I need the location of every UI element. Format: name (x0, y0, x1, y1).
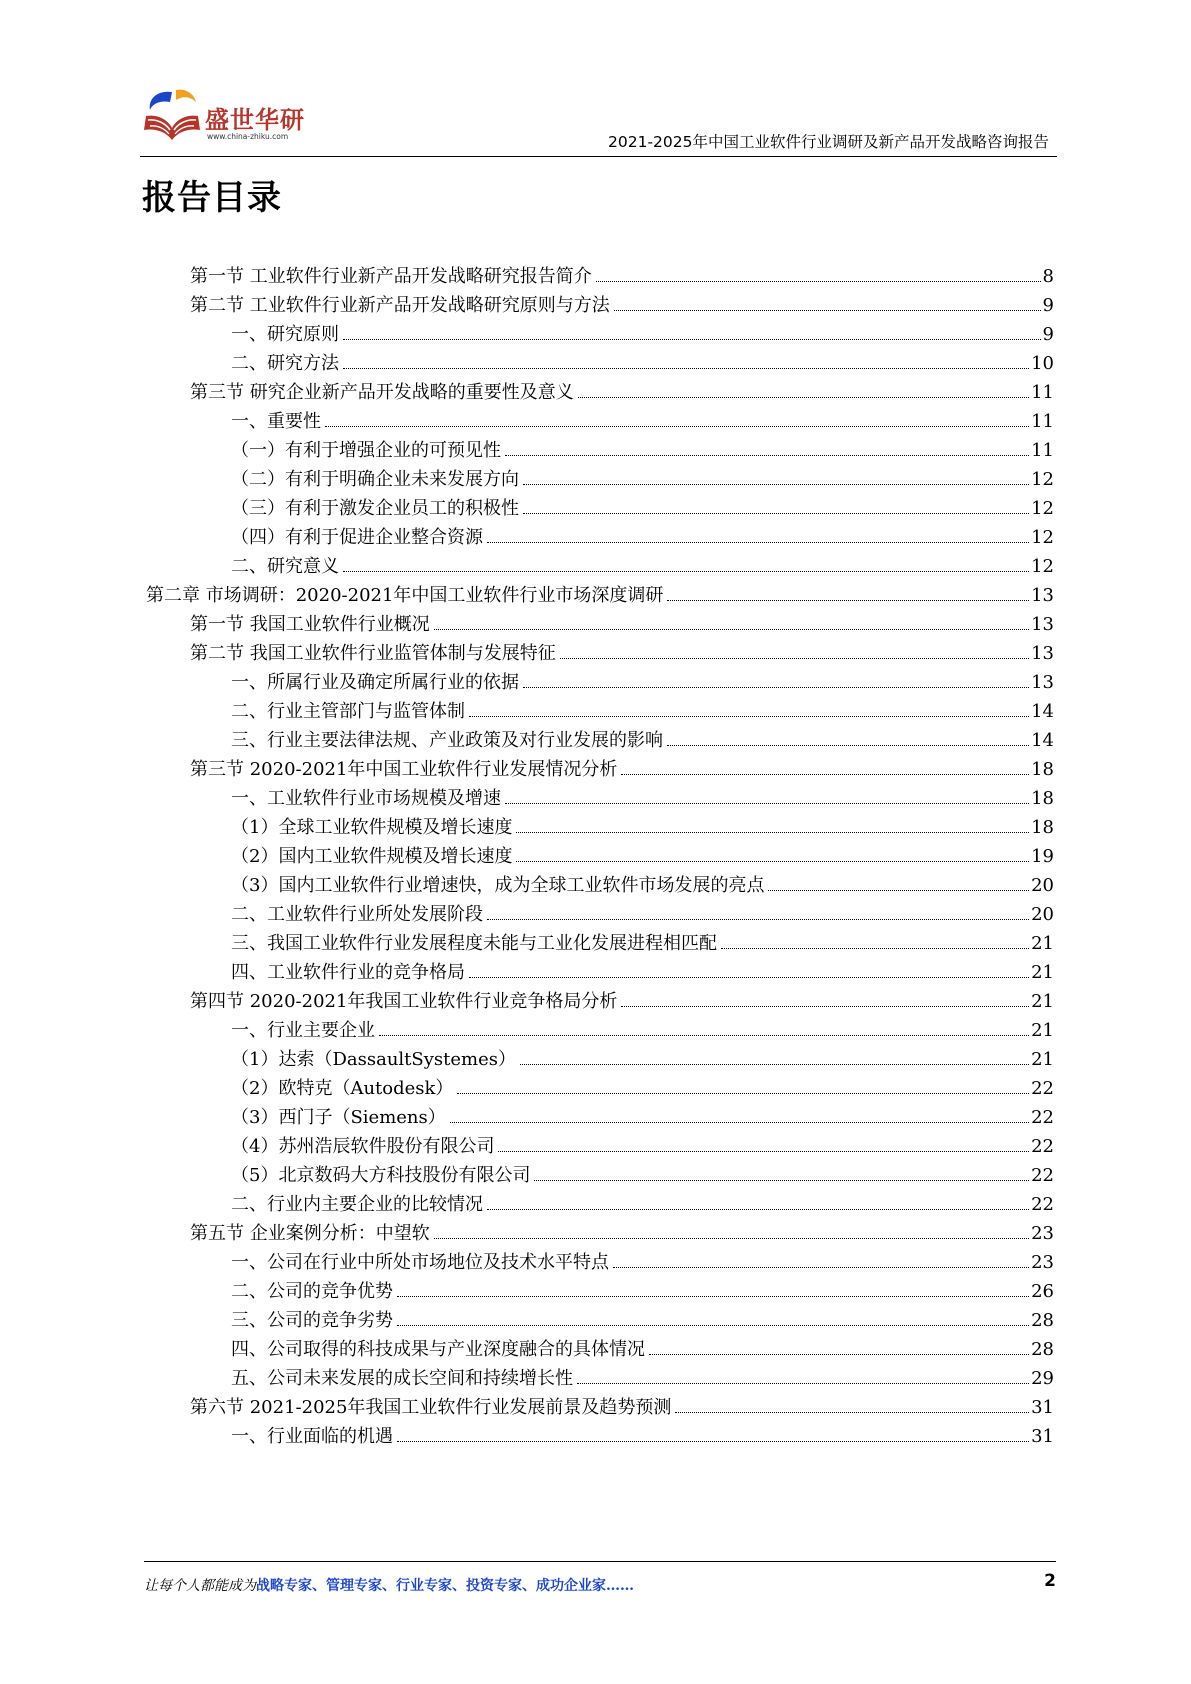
toc-entry[interactable]: 二、行业内主要企业的比较情况 22 (231, 1194, 1054, 1215)
toc-entry[interactable]: 第二节 我国工业软件行业监管体制与发展特征 13 (190, 643, 1054, 664)
toc-entry[interactable]: 二、工业软件行业所处发展阶段 20 (231, 904, 1054, 925)
page-title: 报告目录 (142, 178, 282, 218)
toc-entry[interactable]: 四、公司取得的科技成果与产业深度融合的具体情况 28 (231, 1339, 1054, 1360)
toc-entry[interactable]: 一、重要性 11 (231, 411, 1054, 432)
toc-entry[interactable]: 四、工业软件行业的竞争格局 21 (231, 962, 1054, 983)
logo-name: 盛世华研 (205, 106, 305, 134)
toc-entry[interactable]: 二、研究意义 12 (231, 556, 1054, 577)
toc-entry[interactable]: （3）西门子（Siemens） 22 (231, 1107, 1054, 1128)
toc-entry[interactable]: 一、行业主要企业 21 (231, 1020, 1054, 1041)
toc-entry[interactable]: 第四节 2020-2021年我国工业软件行业竞争格局分析 21 (190, 991, 1054, 1012)
toc-entry[interactable]: 一、所属行业及确定所属行业的依据 13 (231, 672, 1054, 693)
header-divider (140, 156, 1057, 157)
toc-entry[interactable]: 第二节 工业软件行业新产品开发战略研究原则与方法 9 (190, 295, 1054, 316)
toc-entry[interactable]: 三、公司的竞争劣势 28 (231, 1310, 1054, 1331)
company-logo (140, 80, 330, 152)
toc-entry[interactable]: 三、我国工业软件行业发展程度未能与工业化发展进程相匹配 21 (231, 933, 1054, 954)
toc-entry[interactable]: 二、行业主管部门与监管体制 14 (231, 701, 1054, 722)
toc-entry[interactable]: （3）国内工业软件行业增速快，成为全球工业软件市场发展的亮点 20 (231, 875, 1054, 896)
toc-entry[interactable]: 第二章 市场调研：2020-2021年中国工业软件行业市场深度调研 13 (146, 585, 1054, 606)
report-title: 2021-2025年中国工业软件行业调研及新产品开发战略咨询报告 (608, 133, 1049, 151)
toc-entry[interactable]: 第三节 2020-2021年中国工业软件行业发展情况分析 18 (190, 759, 1054, 780)
toc-entry[interactable]: （四）有利于促进企业整合资源 12 (231, 527, 1054, 548)
footer-divider (144, 1561, 1056, 1562)
toc-entry[interactable]: 二、研究方法 10 (231, 353, 1054, 374)
toc-entry[interactable]: （2）国内工业软件规模及增长速度 19 (231, 846, 1054, 867)
logo-url: www.china-zhiku.com (207, 132, 289, 141)
toc-entry[interactable]: （4）苏州浩辰软件股份有限公司 22 (231, 1136, 1054, 1157)
toc-entry[interactable]: （2）欧特克（Autodesk） 22 (231, 1078, 1054, 1099)
toc-entry[interactable]: 一、研究原则 9 (231, 324, 1054, 345)
toc-entry[interactable]: 三、行业主要法律法规、产业政策及对行业发展的影响 14 (231, 730, 1054, 751)
toc-entry[interactable]: （1）全球工业软件规模及增长速度 18 (231, 817, 1054, 838)
toc-entry[interactable]: 第五节 企业案例分析：中望软 23 (190, 1223, 1054, 1244)
page-header (140, 80, 1057, 160)
slogan-roles: 战略专家、管理专家、行业专家、投资专家、成功企业家…… (256, 1578, 634, 1594)
toc-entry[interactable]: 第三节 研究企业新产品开发战略的重要性及意义 11 (190, 382, 1054, 403)
toc-entry[interactable]: 五、公司未来发展的成长空间和持续增长性 29 (231, 1368, 1054, 1389)
slogan-lead: 让每个人都能成为 (144, 1578, 256, 1594)
page-number: 2 (1044, 1571, 1056, 1591)
toc-entry[interactable]: （5）北京数码大方科技股份有限公司 22 (231, 1165, 1054, 1186)
toc-entry[interactable]: 一、公司在行业中所处市场地位及技术水平特点 23 (231, 1252, 1054, 1273)
toc-entry[interactable]: 一、工业软件行业市场规模及增速 18 (231, 788, 1054, 809)
logo-book-icon (140, 86, 206, 144)
toc-entry[interactable]: 第一节 工业软件行业新产品开发战略研究报告简介 8 (190, 266, 1054, 287)
toc-entry[interactable]: （三）有利于激发企业员工的积极性 12 (231, 498, 1054, 519)
footer-slogan (144, 1575, 634, 1595)
toc-entry[interactable]: 第六节 2021-2025年我国工业软件行业发展前景及趋势预测 31 (190, 1397, 1054, 1418)
toc-entry[interactable]: （1）达索（DassaultSystemes） 21 (231, 1049, 1054, 1070)
toc-entry[interactable]: （二）有利于明确企业未来发展方向 12 (231, 469, 1054, 490)
toc-entry[interactable]: 第一节 我国工业软件行业概况 13 (190, 614, 1054, 635)
toc-entry[interactable]: 二、公司的竞争优势 26 (231, 1281, 1054, 1302)
toc-entry[interactable]: （一）有利于增强企业的可预见性 11 (231, 440, 1054, 461)
toc-entry[interactable]: 一、行业面临的机遇 31 (231, 1426, 1054, 1447)
